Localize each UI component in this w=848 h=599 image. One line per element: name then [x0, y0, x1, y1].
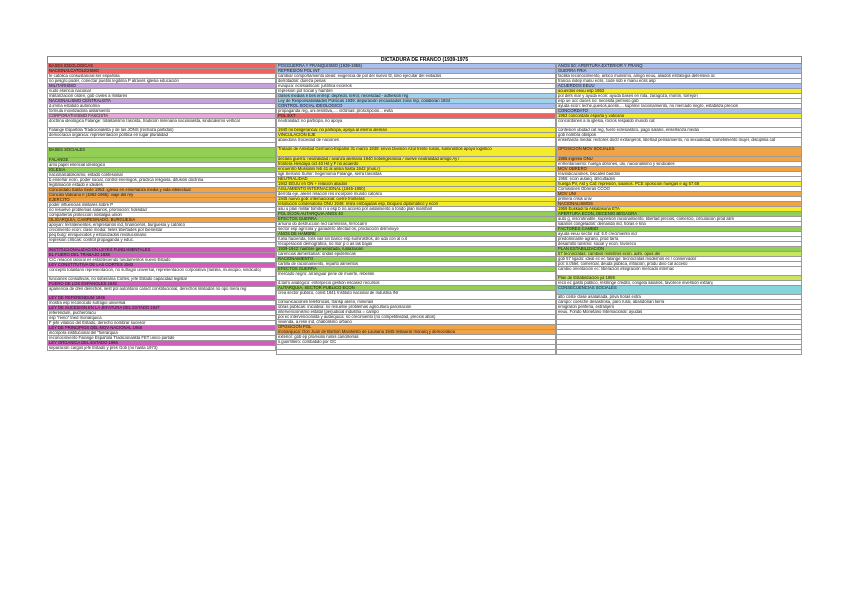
sheet-cell[interactable]: Concilio Vaticano II (1962-1965): viaje del rey [47, 193, 276, 198]
sheet-cell[interactable]: Plan de Estabilización jul 1959 [556, 276, 802, 281]
sheet-cell[interactable]: EL FUERO DEL TRABAJO 1938 [47, 253, 276, 258]
sheet-cell[interactable]: militarización orden, gob civiles a militares [47, 94, 276, 99]
sheet-cell[interactable]: FALANGE [47, 158, 276, 163]
sheet-cell[interactable]: NACIONALISMO CENTRALISTA [47, 99, 276, 104]
column-posguerra [276, 64, 556, 355]
sheet-cell[interactable]: BASES SOCIALES [47, 148, 276, 158]
sheet-cell[interactable]: encuentro Mussolini feb 41 al ansia hasta 1942 (mus.r) [276, 167, 556, 172]
sheet-cell[interactable]: 57 tecnócratas: cambios ministros econ. adm. opus dei [556, 252, 802, 257]
sheet-cell[interactable]: derrota eje, aliens relación res incorpore mundo católico [276, 192, 556, 197]
sheet-cell[interactable]: 1940 no beligerancia: no participa, apoya al eterno alemán [276, 128, 556, 133]
sheet-cell[interactable]: crecimiento econ: clase media: fieles libertades por bienestar [47, 228, 276, 233]
sheet-cell[interactable]: enfrentamiento: huelga obrones, uni, nacionalismo y sindicales [556, 162, 802, 167]
sheet-cell[interactable]: 1955 ingreso ONU [556, 157, 802, 162]
sheet-cell[interactable]: ruina hacienda, ross vas sin banco esp suministros, de uda con al o.it [276, 237, 556, 242]
sheet-cell[interactable]: crea sector público, const 1941 Instituto nacional de Industria INI [276, 291, 556, 300]
sheet-cell[interactable]: Falange Española Tradicionalista y de las JONS (rechaza partidos) [47, 128, 276, 133]
sheet-cell[interactable]: GUERRA FRÍA [556, 69, 802, 74]
sheet-cell[interactable]: ayuda econ: leche,quesos,aceite,... suprime racionamiento, no mercado negro, estabiliza precios [556, 104, 802, 109]
sheet-cell[interactable]: concepto totalitario representación, no sufragio universal, representación corporativa (familia, municipio, sindicato) [47, 268, 276, 277]
sheet-cell[interactable]: LEY DE SUCESIÓN EN LA JEFATURA DEL ESTADO 1947 [47, 306, 276, 311]
sheet-cell[interactable]: MOV OBRERO [556, 167, 802, 172]
sheet-cell[interactable]: IGLESIA [47, 168, 276, 173]
sheet-cell[interactable]: b.enseñar ecsn, poder social, control enemigos, práctica religiosa, difusión doctrina [47, 178, 276, 183]
sheet-cell[interactable]: EFECTOS GUERRA [276, 217, 556, 222]
sheet-cell[interactable]: exterior: gob ep pro/exilio rumis cancillerías [276, 335, 556, 340]
sheet-cell[interactable]: RACIONAMIENTO [276, 257, 556, 262]
sheet-cell[interactable]: legitimación estado e ideales [47, 183, 276, 188]
sheet-cell[interactable]: concordones a la iglesia, rocíos respaldo mundo cat [556, 119, 802, 128]
sheet-cell[interactable]: arruino do destrucción red carreteras, ferrocarril [276, 222, 556, 227]
sheet-cell[interactable]: CORPORATIVISMO FASCISTA [47, 114, 276, 119]
sheet-cell[interactable]: LEY DE REFERÉNDUM 1945 [47, 296, 276, 301]
sheet-cell[interactable]: POL ECON AUTARQUÍA AÑOS 40 [276, 212, 556, 217]
sheet-cell[interactable]: nudo esencia nacional [47, 89, 276, 94]
sheet-cell[interactable]: INSTITUCIONALIZACIÓN LEYES FUNDAMENTALES [47, 248, 276, 253]
sheet-cell[interactable] [276, 350, 556, 355]
sheet-cell[interactable]: separación cargos jefe Estado y pres Gob (no hasta 1973) [47, 346, 276, 351]
sheet-cell[interactable]: FUERO DE LOS ESPAÑOLES 1945 [47, 282, 276, 287]
sheet-cell[interactable]: predominante agrario, prod farra [556, 237, 802, 242]
sheet-cell[interactable]: acuerdos eeuu esp 1953 [556, 89, 802, 94]
sheet-cell[interactable]: carencias alimentarias: ondas epidemicas [276, 252, 556, 257]
sheet-cell[interactable]: OPOSICIÓN POL [276, 325, 556, 330]
sheet-cell[interactable]: represión críticas: control propaganda y educ. [47, 238, 276, 243]
sheet-cell[interactable]: AÑOS DE HAMBRE [276, 232, 556, 237]
sheet-cell[interactable]: resolución condenatoria ONU 1946: retira embajadas esp, bloqueo diplomático y econ [276, 202, 556, 207]
sheet-cell[interactable]: CONCORDATO [556, 109, 802, 114]
sheet-cell[interactable]: francia indep manu ecss, code sob e manu ecss asp [556, 79, 802, 84]
sheet-cell[interactable] [556, 350, 802, 355]
sheet-cell[interactable]: BASES IDEOLÓGICAS [47, 64, 276, 69]
sheet-cell[interactable]: eeuu, Fondo Monetario Internacional: ayudas [556, 310, 802, 315]
sheet-cell[interactable]: enseñanza media: rectores doctr extranjeros, libertad pensamiento, no sexualidad, sometimiento mujer, disciplina cat [556, 138, 802, 147]
sheet-cell[interactable]: pol: n.t/tilet. comercial, deuda pública, inflación, produ divo cal acceso [556, 262, 802, 267]
sheet-cell[interactable]: funciones consultivas, no soberanía Cortes, jefe Estado capacidad legislar [47, 277, 276, 282]
sheet-cell[interactable]: d.tarro analógico: enterpecio gestión escasez recursos [276, 281, 556, 286]
sheet-cell[interactable]: gob 57 ligado: ideal ec ec falange: tecnócratas modernos ec / conservador [556, 257, 802, 262]
sheet-cell[interactable]: Ley de Responsabilidades Políticas 1939: depuración encausados zona rep, colaboran 1934 [276, 99, 556, 104]
sheet-cell[interactable]: 1945 nuevo gob: internacional: cierre fronteras [276, 197, 556, 202]
sheet-cell[interactable]: intervencionismo estatal (perjudicial industria = campo [276, 310, 556, 315]
sheet-cell[interactable]: sgil Serrano Suñer: hegemonía Falange, serrá fascistas [276, 172, 556, 177]
sheet-cell[interactable]: POL EXT [276, 114, 556, 119]
sheet-cell[interactable]: recuperación demográfica, no mor p o as las bajas [276, 242, 556, 247]
column-anos-50 [556, 64, 802, 355]
sheet-cell[interactable]: pol ec intervencionista y autárquica: no crecimiento (no competitividad, precios altos) [276, 315, 556, 320]
sheet-cell[interactable]: NEUTRALIDAD [276, 177, 556, 182]
sheet-cell[interactable]: no peligro poder, conectar pueblo legitima P através iglesia educación [47, 79, 276, 84]
sheet-cell[interactable]: esp ue occ duces no: necesita permiso gob [556, 99, 802, 104]
sheet-cell[interactable]: EJÉRCITO [47, 198, 276, 203]
sheet-cell[interactable]: comunicaciones telefónicas, transp aéreo, minerais [276, 300, 556, 305]
sheet-cell[interactable]: mostra esp reconocido sufragio universal [47, 301, 276, 306]
sheet-cell[interactable]: emigraron periferia, extranjero [556, 305, 802, 310]
sheet-cell[interactable]: abandona Sociedad de naciones [276, 138, 556, 147]
sheet-cell[interactable]: amo papel esencial ideológico [47, 163, 276, 168]
sheet-cell[interactable]: salarios congelados: demanda ind, horas e kna [556, 222, 802, 227]
sheet-cell[interactable]: formula movilizadora aislamiento [47, 109, 276, 114]
sheet-cell[interactable]: s.guerrillero: combatido por GC [276, 340, 556, 345]
sheet-cell[interactable]: C/C relación laboral es estableciendo fundamentos nuevo Estado [47, 258, 276, 263]
sheet-cell[interactable]: Comisiones Obreras CCOO [556, 187, 802, 192]
sheet-cell[interactable]: peq burg: enriquecidos y estoicizados revolucionario [47, 233, 276, 238]
sheet-cell[interactable]: 1959 Euskadi ta Askatasuna ETA [556, 207, 802, 212]
sheet-cell[interactable]: facilita reconocimiento, antico munismo, amigo eeuu, aliados estrategia defensiva oc [556, 74, 802, 79]
sheet-cell[interactable]: FACTORES CAMBIO [556, 227, 802, 232]
sheet-cell[interactable]: REPRESIÓN POL INT [276, 69, 556, 74]
sheet-cell[interactable]: neutralidad: no participa, no apoya [276, 119, 556, 128]
sheet-cell[interactable]: reco ec gasto público, restringe crédito, congela salarios, favorece inversión extranj [556, 281, 802, 286]
sheet-cell[interactable]: nacionalcatolicismo, estado confesional [47, 173, 276, 178]
sheet-cell[interactable]: VINCULACIÓN EJE [276, 133, 556, 138]
sheet-cell[interactable]: democracia orgánica: representación política en lugar pluralidad [47, 133, 276, 138]
sheet-cell[interactable]: LEY DE PRINCIPIOS DEL MOV NACIONAL 1958 [47, 326, 276, 331]
sheet-cell[interactable]: 1956: econ autarq. dificultades [556, 177, 802, 182]
sheet-cell[interactable]: Concordato Santa Sede 1953: iglesia en enseñanza media y vida intelectual [47, 188, 276, 193]
sheet-cell[interactable]: CONTROL SOCIAL IDEOLÓGICO [276, 104, 556, 109]
sheet-cell[interactable]: cambio orientación ec: liberación integración mercado internac [556, 267, 802, 276]
sheet-cell[interactable]: cartilla de racionamiento, reparto alimentos [276, 262, 556, 267]
sheet-cell[interactable]: MOV UNI [556, 192, 802, 197]
sheet-cell[interactable]: confesión ubidad cat reg, fuero eclesiástico, pago salario, enseñanza media [556, 128, 802, 133]
sheet-cell[interactable]: evaquía: eclesiásticas: justifica excesos [276, 84, 556, 89]
sheet-cell[interactable]: NACIONALISMOS [556, 202, 802, 207]
sheet-cell[interactable]: esp "reino" tned monárquica [47, 316, 276, 321]
sheet-cell[interactable]: desarrollo turismo: social y econ. favoreco [556, 242, 802, 247]
sheet-cell[interactable]: incorpora institucional del "hiérarquía [47, 331, 276, 336]
sheet-cell[interactable]: reivindicaciones, bsicales bairdos [556, 172, 802, 177]
sheet-cell[interactable]: propaganda reg, uni.resistiva,.... víctimas: proscripción... evita [276, 109, 556, 114]
sheet-cell[interactable]: 1942 EEUU en ON + relación aliados [276, 182, 556, 187]
sheet-cell[interactable]: LEY CONSTITUTIVA DE LAS CORTES 1942 [47, 263, 276, 268]
sheet-cell[interactable]: clases medias e bes enrrep: depredo. terror, necesidad - adhesión reg [276, 94, 556, 99]
sheet-cell[interactable]: MILITARISMO [47, 84, 276, 89]
sheet-cell[interactable]: represión pol social y hambre [276, 89, 556, 94]
sheet-cell[interactable]: gob nombra obispos [556, 133, 802, 138]
sheet-cell[interactable]: primera crisis univ [556, 197, 802, 202]
sheet-cell[interactable]: Tratado de Amistad Germano-Español 31 marzo 1939: envío División Azul frente rusos, suministros apoyo logístico [276, 147, 556, 157]
sheet-cell[interactable]: LEY ORGÁNICA DEL ESTADO 1966 [47, 341, 276, 346]
sheet-cell[interactable]: CONSECUENCIAS SOCIALES [556, 286, 802, 295]
sheet-cell[interactable]: AISLAMIENTO INTERNACIONAL (1945-1950) [276, 187, 556, 192]
sheet-cell[interactable]: doctrina ideológica Falange: totalitarismo fascista, tradición milenaria nacionalista, sindicalismo vertical [47, 119, 276, 128]
sheet-cell[interactable]: derrotados: dureza penas [276, 79, 556, 84]
sheet-cell[interactable]: reconocimiento Falange Española Tradicionalista FET único partido [47, 336, 276, 341]
sheet-cell[interactable]: AUTARQUÍA, SECTOR PÚBLICO ECON [276, 286, 556, 291]
sheet-cell[interactable]: monárquica: Don Juan de Borbón Manifiesto de Lausana 1945 restaurar monarq y democrática [276, 330, 556, 335]
sheet-cell[interactable]: campo: coesche desastrosa, paro rural, abandonan tierra [556, 300, 802, 305]
sheet-cell[interactable]: cambiar comportamiento ideas: exigencia de pol del nuevo ttl, sino ejecutar del evitados [276, 74, 556, 79]
sheet-cell[interactable]: POSGUERRA Y FRANQUISMO (1939-1959) [276, 64, 556, 69]
sheet-cell[interactable]: OPOSICIÓN MOV SOCIALES [556, 147, 802, 157]
column-bases-ideologicas [47, 64, 276, 351]
sheet-cell[interactable]: AÑOS 50: APERTURA EXTERIOR Y FRANQ [556, 64, 802, 69]
sheet-cell[interactable]: alto coste clase asalariada, priva horas extra [556, 295, 802, 300]
sheet-cell[interactable]: fe católica consustancial ser española [47, 74, 276, 79]
sheet-cell[interactable]: asu u plan militar tomito n o esp b no acceso por aislamiento a fondo plan marshall [276, 207, 556, 212]
sheet-cell[interactable]: pol defs mar y ayuda econ: ayuda bases en rota, zaragoza, morón, torrejón [556, 94, 802, 99]
sheet-cell[interactable]: d.imma estatuto autonomía [47, 104, 276, 109]
sheet-cell[interactable]: ayuda eeuu sector ind: 5.0 crecimiento ind [556, 232, 802, 237]
sheet-cell[interactable]: declara guerra: neutralidad / avanza alemana 1940 nobelígerancia / vuelve neutralidad amigo Ay l [276, 157, 556, 162]
sheet-cell[interactable]: ACUERDOS EEUU [556, 84, 802, 89]
sheet-cell[interactable]: sector esp agrícola y ganadero afectad os, producción disminuye [276, 227, 556, 232]
sheet-cell[interactable]: apoyan: terratenientes, empresarios ind, financieros, burguesía y católico [47, 223, 276, 228]
sheet-cell[interactable]: mercado negro: arranguar pene de muerte, rebelión [276, 272, 556, 281]
sheet-cell[interactable]: auto g, inscrutinable, supresión racionamiento, libertad precios, comercio, circulación prod alim [556, 217, 802, 222]
sheet-cell[interactable]: referéndum, puchero/acu [47, 311, 276, 316]
sheet-cell[interactable]: no resuelve problemas salarios, promoción: fidelidad [47, 208, 276, 213]
sheet-cell[interactable]: APERTURA ECON, DECENIO BEGAGRA [556, 212, 802, 217]
sheet-cell[interactable]: EFECTOS GUERRA [276, 267, 556, 272]
sheet-cell[interactable]: NACIONALCATOLICISMO [47, 69, 276, 74]
sheet-cell[interactable]: vivienda, a.rese ind, chabolismo urbano [276, 320, 556, 325]
sheet-cell[interactable]: poder influencias militares sobre P [47, 203, 276, 208]
sheet-cell[interactable]: obras públicas: iniciativa: no resuelve problemas agricultura parcelación [276, 305, 556, 310]
sheet-cell[interactable]: 1953 concordato españa y vaticano [556, 114, 802, 119]
sheet-cell[interactable]: PLAN ESTABILIZACIÓN [556, 247, 802, 252]
sheet-cell[interactable]: huelga PV, Ast y Cat: represión, salarios. PCE oposición huelgas e ag 57.68 [556, 182, 802, 187]
sheet-cell[interactable]: F jefe vitalicio del Estado, derecho nombrar sucesor [47, 321, 276, 326]
sheet-title: DICTADURA DE FRANCO (1939-1975 [47, 56, 802, 64]
sheet-cell[interactable]: OLIGARQUÍA, CAMPESINADO, BURGUESÍA [47, 218, 276, 223]
sheet-cell[interactable]: compañeros protección nostalgia unión [47, 213, 276, 218]
sheet-cell[interactable]: 1939-1942: hambre generalizada, ruralización [276, 247, 556, 252]
sheet-cell[interactable]: apariencia de d/es derechos, sest pol autoritario caract constitucional, derechos limitados no opo mera reg [47, 287, 276, 296]
sheet-cell[interactable]: frontera Hendaya oct 40 Hit y F no acuerdo [276, 162, 556, 167]
